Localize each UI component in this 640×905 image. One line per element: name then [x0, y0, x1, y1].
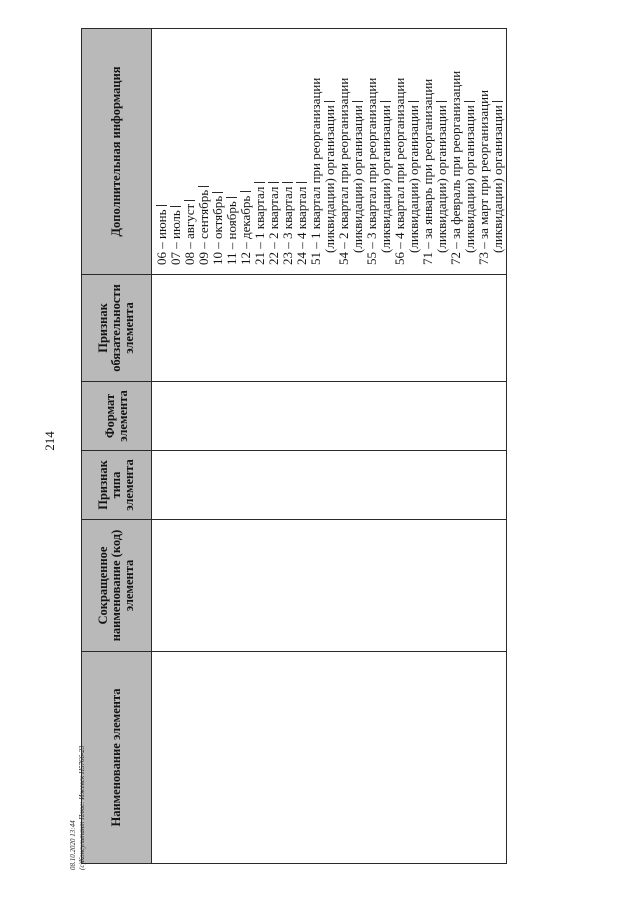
bar-mark: [240, 191, 251, 192]
list-item-text: 24 – 4 квартал: [294, 186, 309, 265]
header-additional-info: Дополнительная информация: [82, 29, 152, 275]
bar-mark: [324, 101, 335, 102]
list-item-text: 55 – 3 квартал при реорганизации: [364, 77, 379, 265]
list-item-text: 07 – июль: [168, 210, 183, 265]
list-item-text: 21 – 1 квартал: [252, 186, 267, 265]
list-item-text: (ликвидации) организации: [490, 105, 505, 253]
bar-mark: [464, 101, 475, 102]
footer-source: (c)Консультант Плюс: Ижевск Н5766-23: [78, 745, 86, 870]
cell-additional-info: [152, 29, 507, 275]
cell-element-required: [152, 275, 507, 382]
list-item: [365, 30, 379, 265]
list-item: [491, 30, 505, 265]
list-item-text: (ликвидации) организации: [462, 105, 477, 253]
cell-element-type: [152, 451, 507, 520]
list-item: [407, 30, 421, 265]
bar-mark: [492, 101, 503, 102]
bar-mark: [254, 182, 265, 183]
list-item-text: (ликвидации) организации: [406, 105, 421, 253]
list-item: [155, 30, 169, 265]
bar-mark: [268, 182, 279, 183]
list-item-text: 09 – сентябрь: [196, 189, 211, 265]
bar-mark: [352, 101, 363, 102]
list-item-text: 23 – 3 квартал: [280, 186, 295, 265]
header-element-format: Формат элемента: [82, 382, 152, 451]
list-item-text: 22 – 2 квартал: [266, 186, 281, 265]
bar-mark: [212, 192, 223, 193]
list-item: [337, 30, 351, 265]
list-item: [351, 30, 365, 265]
list-item-text: 73 – за март при реорганизации: [476, 89, 491, 265]
list-item-text: 56 – 4 квартал при реорганизации: [392, 77, 407, 265]
header-element-name: Наименование элемента: [82, 652, 152, 864]
cell-element-name: [152, 652, 507, 864]
list-item: [323, 30, 337, 265]
list-item: [225, 30, 239, 265]
list-item: [309, 30, 323, 265]
table-header-row: [82, 29, 152, 864]
list-item-text: 11 – ноябрь: [224, 201, 239, 265]
list-item-text: 06 – июнь: [154, 209, 169, 265]
bar-mark: [226, 197, 237, 198]
bar-mark: [156, 205, 167, 206]
list-item: [379, 30, 393, 265]
footer-stamp: [66, 745, 90, 870]
list-item-text: 54 – 2 квартал при реорганизации: [336, 77, 351, 265]
bar-mark: [198, 186, 209, 187]
bar-mark: [282, 182, 293, 183]
bar-mark: [296, 182, 307, 183]
element-description-table: [81, 28, 507, 864]
list-item: [295, 30, 309, 265]
list-item-text: 51 – 1 квартал при реорганизации: [308, 77, 323, 265]
list-item: [253, 30, 267, 265]
bar-mark: [436, 101, 447, 102]
list-item-text: 10 – октябрь: [210, 195, 225, 265]
list-item: [477, 30, 491, 265]
cell-element-format: [152, 382, 507, 451]
list-item: [393, 30, 407, 265]
list-item-text: (ликвидации) организации: [378, 105, 393, 253]
header-element-code: Сокращенное наименование (код) элемента: [82, 520, 152, 652]
list-item-text: 12 – декабрь: [238, 195, 253, 265]
list-item: [197, 30, 211, 265]
list-item: [267, 30, 281, 265]
cell-element-code: [152, 520, 507, 652]
list-item-text: 72 – за февраль при реорганизации: [448, 70, 463, 265]
list-item: [463, 30, 477, 265]
list-item: [449, 30, 463, 265]
list-item: [211, 30, 225, 265]
bar-mark: [408, 101, 419, 102]
bar-mark: [170, 206, 181, 207]
list-item: [239, 30, 253, 265]
rotated-table-canvas: [81, 59, 505, 864]
header-element-required: Признак обязательности элемента: [82, 275, 152, 382]
list-item-text: 71 – за январь при реорганизации: [420, 78, 435, 265]
list-item: [281, 30, 295, 265]
bar-mark: [184, 200, 195, 201]
list-item-text: (ликвидации) организации: [350, 105, 365, 253]
list-item: [169, 30, 183, 265]
bar-mark: [380, 101, 391, 102]
list-item: [183, 30, 197, 265]
list-item: [435, 30, 449, 265]
header-element-type: Признак типа элемента: [82, 451, 152, 520]
list-item: [421, 30, 435, 265]
additional-info-list: [153, 30, 505, 273]
list-item-text: (ликвидации) организации: [434, 105, 449, 253]
page-number: 214: [42, 431, 57, 451]
list-item-text: 08 – август: [182, 203, 197, 265]
table-row: [152, 29, 507, 864]
list-item-text: (ликвидации) организации: [322, 105, 337, 253]
footer-timestamp: 08.10.2020 13:44: [69, 820, 77, 870]
